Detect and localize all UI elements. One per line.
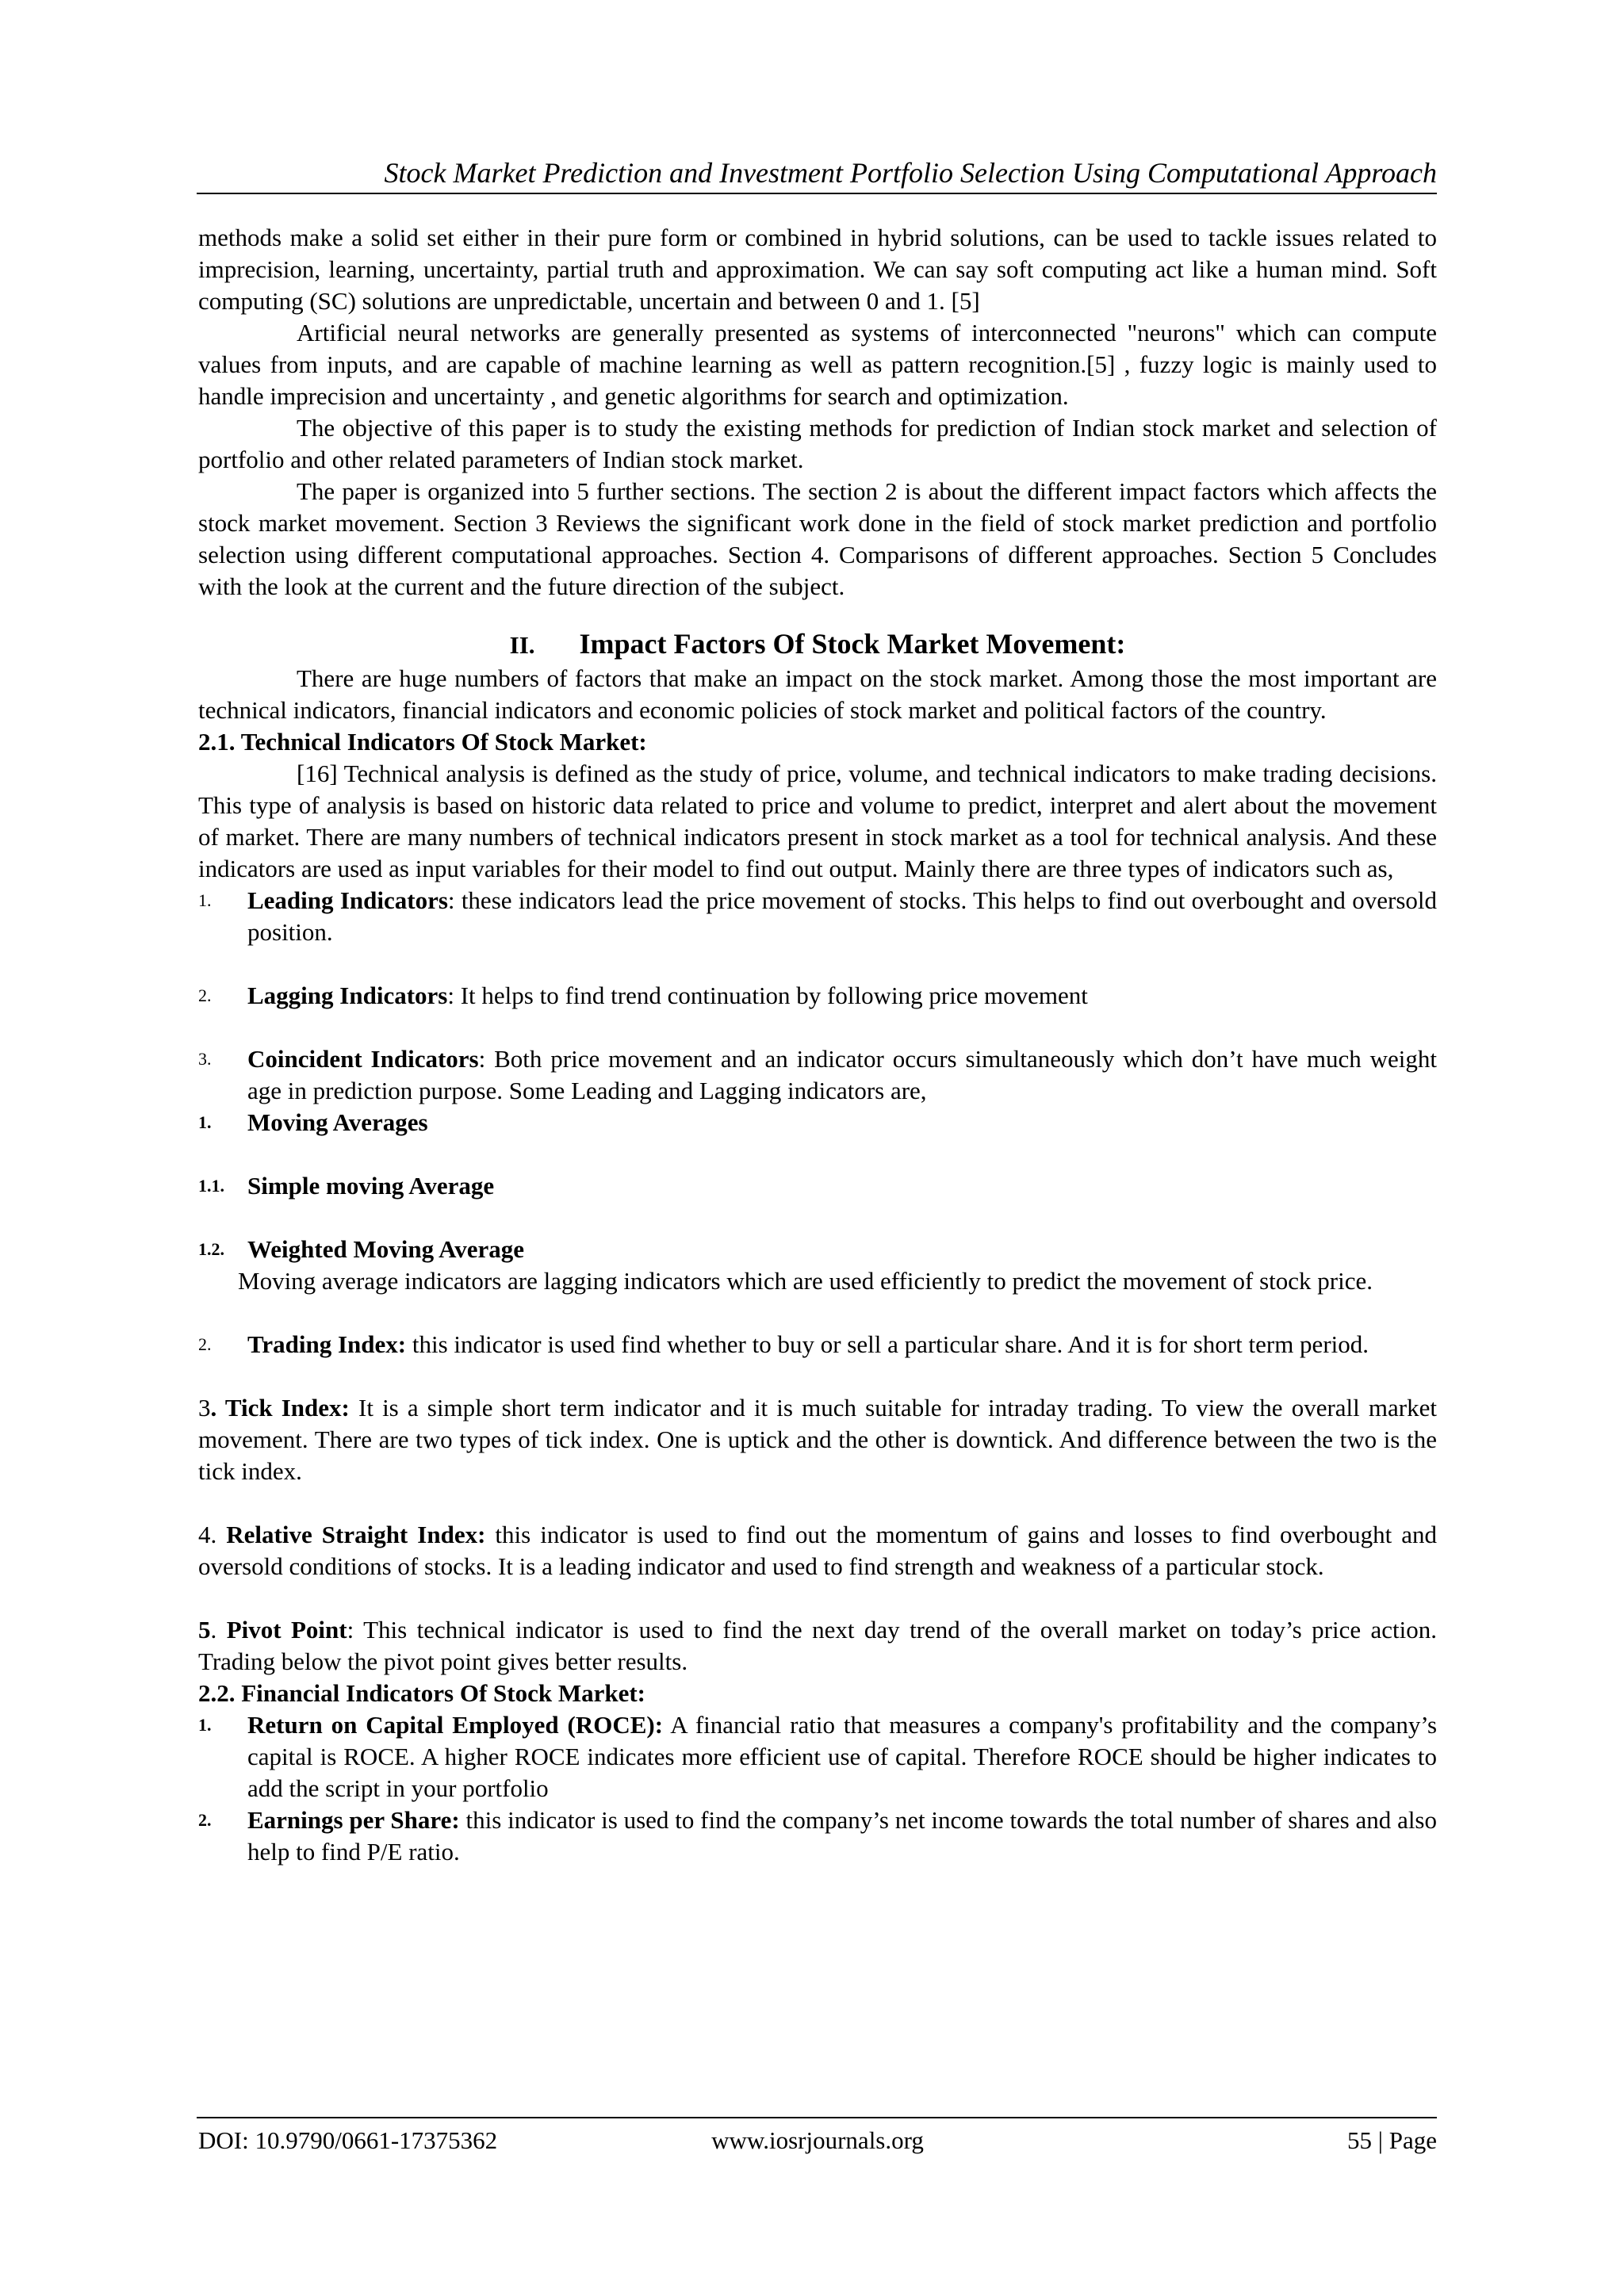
list-desc: : It helps to find trend continuation by following price movement: [447, 982, 1088, 1009]
rsi-number: 4.: [198, 1521, 227, 1548]
list-term: Earnings per Share:: [247, 1806, 460, 1834]
tick-index-paragraph: [198, 1392, 1437, 1487]
paragraph-organization: The paper is organized into 5 further sections. The section 2 is about the different impact factors which affects the stock market movement. Section 3 Reviews the significant work done in the field of stock market prediction and portfolio selection using different computational approaches. Section 4. Comparisons of different approaches. Section 5 Concludes with the look at the current and the future direction of the subject.: [198, 477, 1437, 600]
list-item: [198, 1043, 1437, 1107]
list-number: 2.: [198, 1810, 212, 1830]
paragraph-soft-computing: methods make a solid set either in their pure form or combined in hybrid solutions, can be used to tackle issues related to imprecision, learning, uncertainty, partial truth and approximation. We can say soft computing act like a human mind. Soft computing (SC) solutions are unpredictable, uncertain and between 0 and 1. [5]: [198, 224, 1437, 315]
pivot-number: 5: [198, 1616, 211, 1644]
list-item: [198, 1329, 1437, 1360]
list-term: Leading Indicators: [247, 886, 448, 914]
rsi-desc: this indicator is used to find out the momentum of gains and losses to find overbought and oversold conditions of stocks. It is a leading indicator and used to find strength and weakness of a particular stock.: [198, 1521, 1437, 1580]
list-desc: : Both price movement and an indicator occurs simultaneously which don’t have much weight age in prediction purpose. Some Leading and Lagging indicators are,: [247, 1045, 1437, 1104]
list-item: [198, 885, 1437, 948]
section-title: Impact Factors Of Stock Market Movement:: [579, 628, 1126, 660]
sma-title: Simple moving Average: [247, 1172, 495, 1200]
list-number: 2.: [198, 1334, 212, 1354]
pivot-paragraph: 5. Pivot Point: This technical indicator is used to find the next day trend of the overall market on today’s price action. Trading below the pivot point gives better results.: [198, 1616, 1438, 1675]
paragraph-objective: The objective of this paper is to study the existing methods for prediction of Indian stock market and selection of portfolio and other related parameters of Indian stock market.: [198, 414, 1437, 473]
subsection-heading-technical: 2.1. Technical Indicators Of Stock Market:: [198, 728, 647, 756]
list-desc: this indicator is used to find the company’s net income towards the total number of shares and also help to find P/E ratio.: [247, 1806, 1437, 1866]
list-number: 1.: [198, 1112, 212, 1132]
list-number: 1.: [198, 1715, 212, 1735]
list-item: [198, 1234, 1437, 1265]
section-number: II.: [509, 631, 535, 659]
list-number: 3.: [198, 1049, 212, 1069]
footer-website: www.iosrjournals.org: [711, 2126, 924, 2154]
list-item: [198, 1107, 1437, 1138]
list-item: [198, 1804, 1437, 1868]
list-item: [198, 1709, 1437, 1804]
section-intro: There are huge numbers of factors that make an impact on the stock market. Among those the most important are technical indicators, financial indicators and economic policies of stock market and political factors of the country.: [198, 664, 1437, 724]
list-desc: A financial ratio that measures a company's profitability and the company’s capital is ROCE. A higher ROCE indicates more efficient use of capital. Therefore ROCE should be higher indicates to add the script in your portfolio: [247, 1711, 1438, 1802]
list-number: 1.: [198, 890, 212, 910]
wma-title: Weighted Moving Average: [247, 1235, 524, 1263]
list-desc: : these indicators lead the price movement of stocks. This helps to find out overbought and oversold position.: [247, 886, 1437, 946]
list-number: 1.2.: [198, 1239, 224, 1259]
pivot-term: Pivot Point: [226, 1616, 347, 1644]
subsection-heading-financial: 2.2. Financial Indicators Of Stock Market:: [198, 1679, 645, 1707]
list-term: Lagging Indicators: [247, 982, 448, 1009]
paragraph-neural-networks: Artificial neural networks are generally presented as systems of interconnected "neurons" which can compute values from inputs, and are capable of machine learning as well as pattern recognition.[5] , fuzzy logic is mainly used to handle imprecision and uncertainty , and genetic algorithms for search and optimization.: [198, 319, 1437, 410]
moving-average-paragraph: Moving average indicators are lagging indicators which are used efficiently to predict the movement of stock price.: [238, 1267, 1373, 1295]
tick-number: 3: [198, 1394, 211, 1422]
list-term: Return on Capital Employed (ROCE):: [247, 1711, 664, 1739]
list-term: Trading Index:: [247, 1330, 407, 1358]
page-body: [198, 222, 1437, 1868]
list-desc: this indicator is used find whether to buy or sell a particular share. And it is for short term period.: [406, 1330, 1369, 1358]
footer-doi: DOI: 10.9790/0661-17375362: [198, 2126, 498, 2154]
list-term: Coincident Indicators: [247, 1045, 479, 1073]
footer-rule: [197, 2117, 1437, 2118]
list-number: 1.1.: [198, 1176, 224, 1196]
header-rule: [197, 193, 1437, 194]
tick-term: . Tick Index:: [210, 1394, 350, 1422]
footer-page-number: 55 | Page: [1347, 2126, 1437, 2154]
tick-desc: It is a simple short term indicator and it is much suitable for intraday trading. To view the overall market movement. There are two types of tick index. One is uptick and the other is downtick. And difference between the two is the tick index.: [198, 1394, 1437, 1485]
rsi-paragraph: [198, 1519, 1437, 1582]
section-heading: [198, 626, 1437, 663]
technical-analysis-paragraph: [16] Technical analysis is defined as the study of price, volume, and technical indicators to make trading decisions. This type of analysis is based on historic data related to price and volume to predict, interpret and alert about the movement of market. There are many numbers of technical indicators present in stock market as a tool for technical analysis. And these indicators are used as input variables for their model to find out output. Mainly there are three types of indicators such as,: [198, 760, 1437, 882]
list-item: [198, 980, 1437, 1012]
list-number: 2.: [198, 985, 212, 1005]
rsi-term: Relative Straight Index:: [226, 1521, 486, 1548]
list-item: [198, 1170, 1437, 1202]
pivot-desc: : This technical indicator is used to find the next day trend of the overall market on today’s price action. Trading below the pivot point gives better results.: [198, 1616, 1438, 1675]
running-title: Stock Market Prediction and Investment Portfolio Selection Using Computational Approach: [384, 157, 1437, 189]
moving-averages-title: Moving Averages: [247, 1108, 428, 1136]
